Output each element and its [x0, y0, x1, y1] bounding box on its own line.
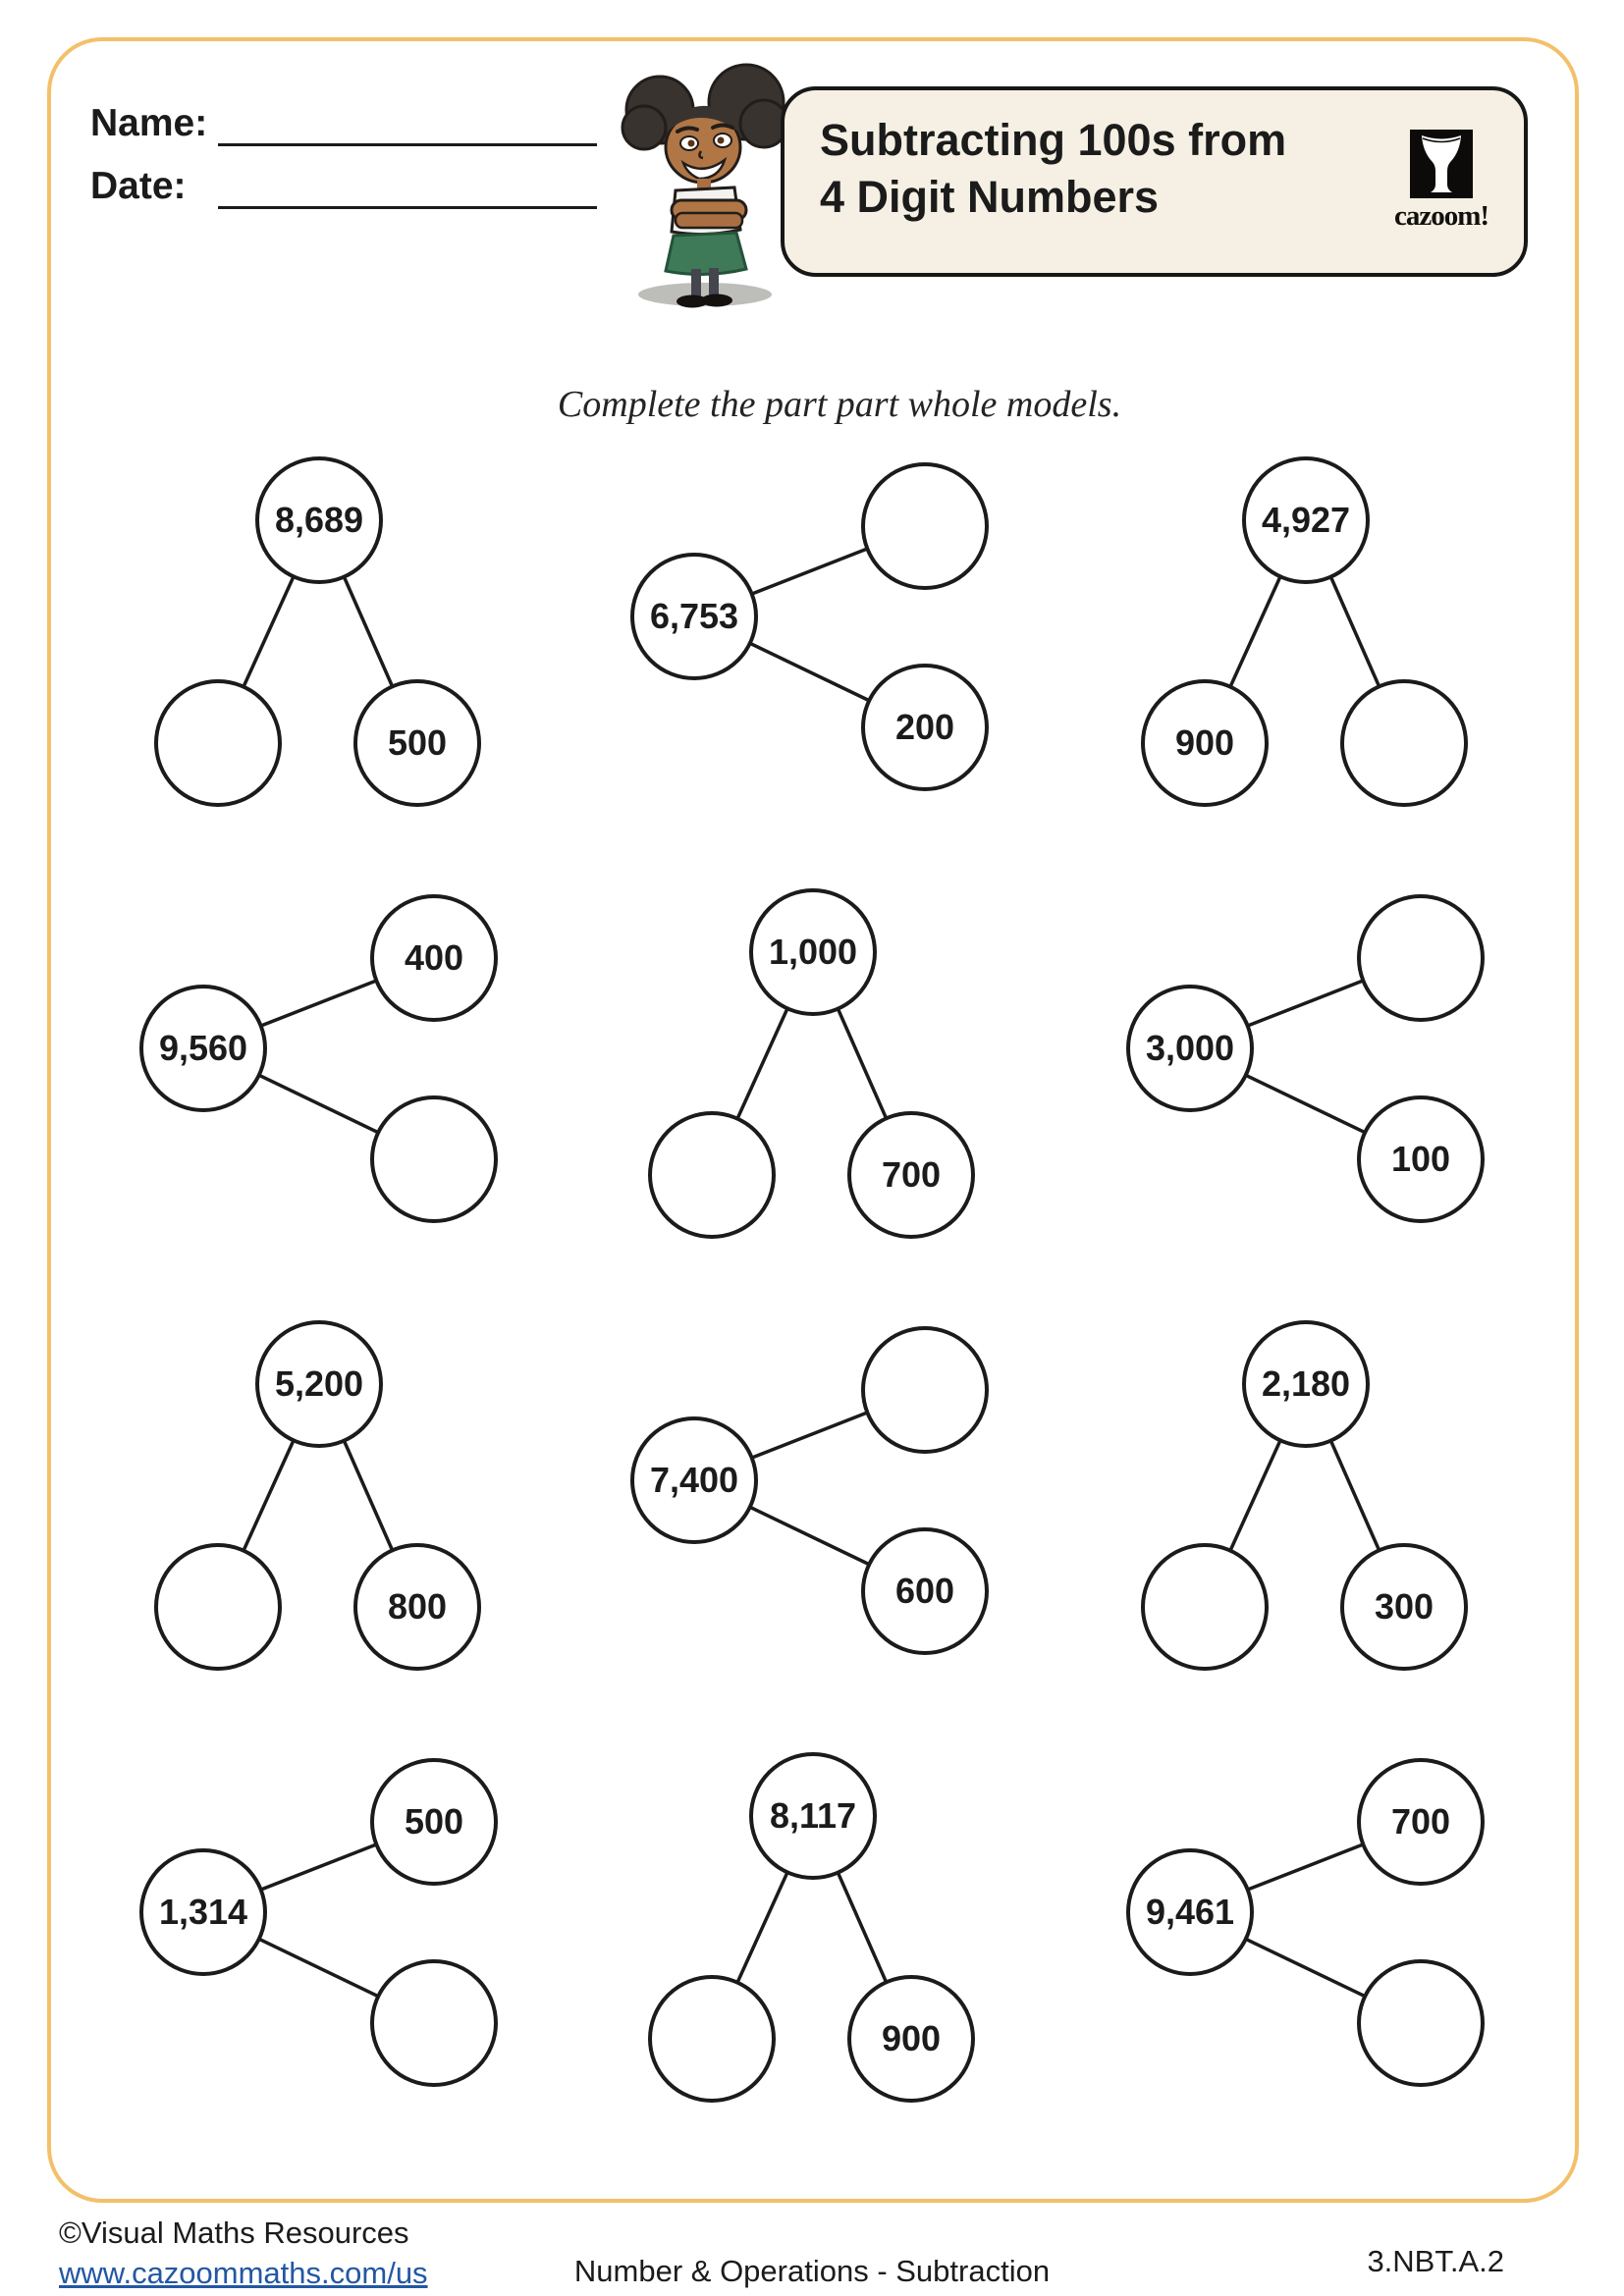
- whole-circle: 9,461: [1126, 1848, 1254, 1976]
- part-circle: 400: [370, 894, 498, 1022]
- part-circle: 500: [370, 1758, 498, 1886]
- worksheet-title: [820, 112, 1286, 226]
- model-1: [98, 432, 550, 844]
- model-9: [1085, 1296, 1537, 1708]
- part-circle: [1357, 894, 1485, 1022]
- part-circle: [370, 1095, 498, 1223]
- title-line-1: Subtracting 100s from: [820, 115, 1287, 165]
- model-7: [98, 1296, 550, 1708]
- model-11: [592, 1728, 1044, 2140]
- part-circle: [648, 1975, 776, 2103]
- part-circle: 900: [847, 1975, 975, 2103]
- footer-category: Number & Operations - Subtraction: [573, 2254, 1051, 2288]
- date-write-line: [218, 165, 597, 209]
- model-6: [1085, 864, 1537, 1276]
- part-circle: 900: [1141, 679, 1269, 807]
- part-circle: [1340, 679, 1468, 807]
- part-circle: 800: [353, 1543, 481, 1671]
- whole-circle: 7,400: [630, 1416, 758, 1544]
- website-link[interactable]: www.cazoommaths.com/us: [59, 2256, 428, 2290]
- instruction-text: Complete the part part whole models.: [557, 384, 1122, 425]
- whole-circle: 1,000: [749, 888, 877, 1016]
- whole-circle: 1,314: [139, 1848, 267, 1976]
- part-circle: [648, 1111, 776, 1239]
- date-label: Date:: [90, 165, 187, 207]
- copyright-text: ©Visual Maths Resources: [59, 2216, 409, 2250]
- whole-circle: 8,117: [749, 1752, 877, 1880]
- whole-circle: 6,753: [630, 553, 758, 680]
- whole-circle: 3,000: [1126, 985, 1254, 1112]
- part-circle: [861, 1326, 989, 1454]
- name-write-line: [218, 102, 597, 146]
- model-8: [589, 1296, 1041, 1708]
- drum-icon: [1410, 130, 1473, 198]
- part-circle: 300: [1340, 1543, 1468, 1671]
- part-circle: [154, 679, 282, 807]
- part-circle: 200: [861, 664, 989, 791]
- part-circle: 100: [1357, 1095, 1485, 1223]
- logo-wordmark: cazoom!: [1393, 200, 1489, 232]
- whole-circle: 8,689: [255, 456, 383, 584]
- model-12: [1085, 1728, 1537, 2140]
- part-circle: [861, 462, 989, 590]
- part-circle: 600: [861, 1527, 989, 1655]
- whole-circle: 2,180: [1242, 1320, 1370, 1448]
- name-label: Name:: [90, 102, 208, 144]
- model-2: [589, 432, 1041, 844]
- part-circle: 700: [1357, 1758, 1485, 1886]
- title-box: [781, 86, 1528, 277]
- model-10: [98, 1728, 550, 2140]
- part-circle: [1357, 1959, 1485, 2087]
- cazoom-logo: [1386, 130, 1496, 233]
- standard-code: 3.NBT.A.2: [1367, 2244, 1504, 2278]
- model-3: [1085, 432, 1537, 844]
- whole-circle: 5,200: [255, 1320, 383, 1448]
- model-4: [98, 864, 550, 1276]
- part-circle: 700: [847, 1111, 975, 1239]
- model-5: [592, 864, 1044, 1276]
- girl-illustration: [615, 61, 803, 308]
- whole-circle: 4,927: [1242, 456, 1370, 584]
- part-circle: [370, 1959, 498, 2087]
- whole-circle: 9,560: [139, 985, 267, 1112]
- part-circle: [1141, 1543, 1269, 1671]
- title-line-2: 4 Digit Numbers: [820, 172, 1160, 222]
- part-circle: [154, 1543, 282, 1671]
- part-circle: 500: [353, 679, 481, 807]
